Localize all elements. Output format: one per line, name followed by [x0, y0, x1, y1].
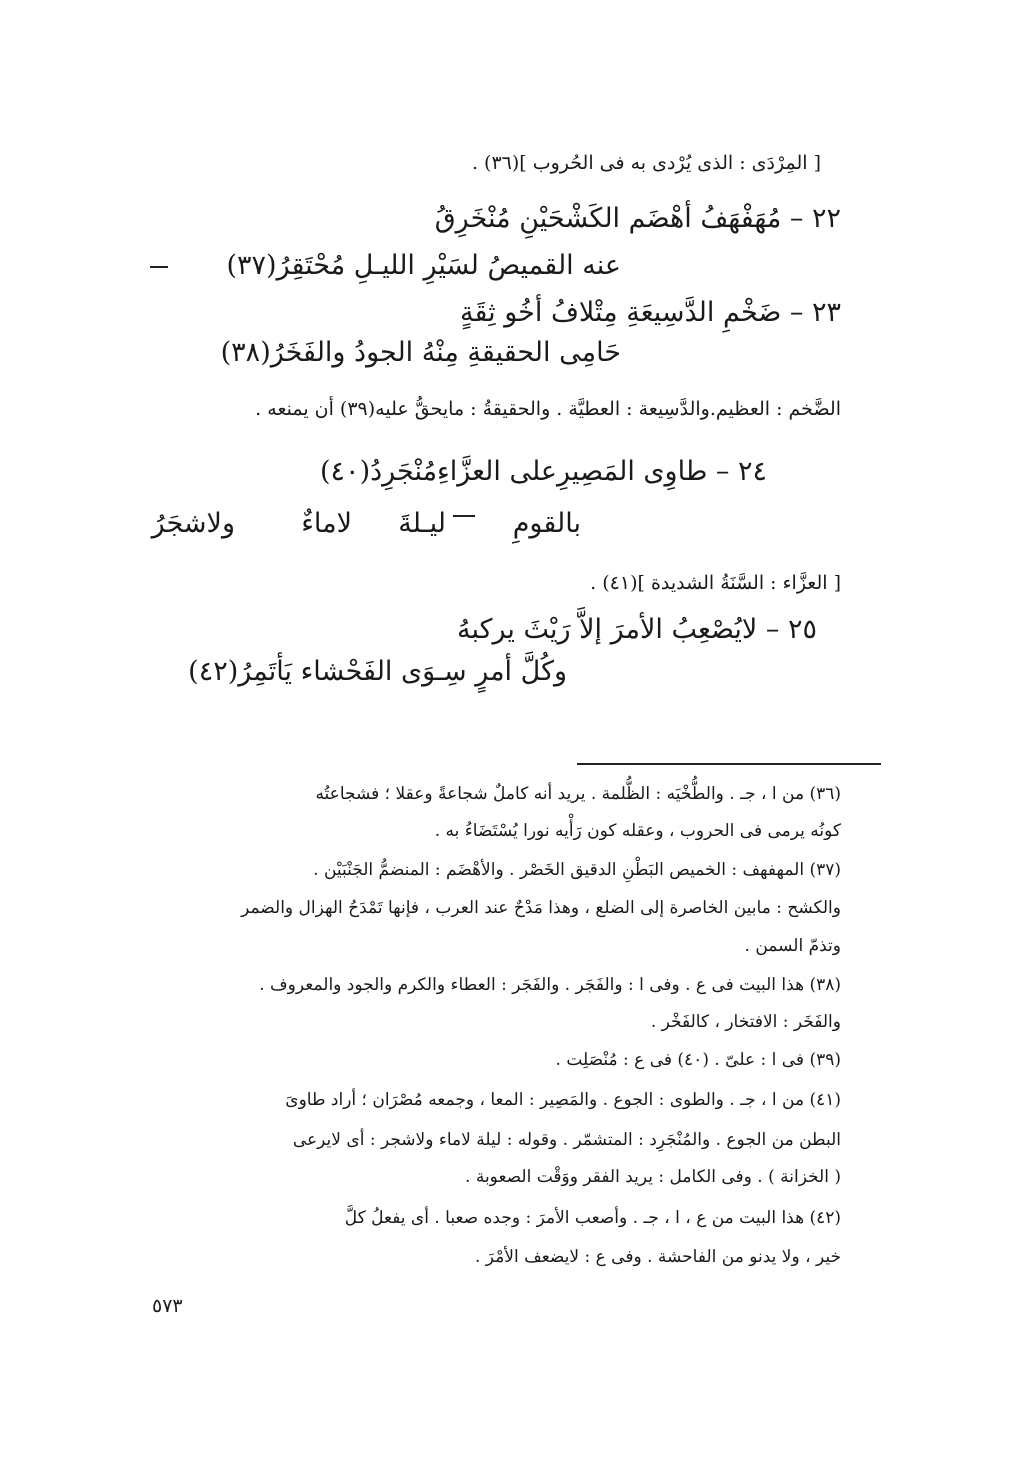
verse-24-elongation-dash — [453, 515, 475, 517]
verse-23-first-hemistich: ٢٣ – ضَخْمِ الدَّسِيعَةِ مِتْلافُ أخُو ثِقَةٍ — [459, 297, 841, 328]
gloss-39: الضَّخم : العظيم.والدَّسِيعة : العطيَّة . والحقيقةُ : مايحقُّ عليه(٣٩) أن يمنعه . — [255, 398, 841, 420]
footnote-separator — [577, 763, 881, 765]
footnote-37-line-3: وتذمّ السمن . — [744, 936, 841, 956]
footnote-37-line-2: والكشح : مابين الخاصرة إلى الضلع ، وهذا مَدْحٌ عند العرب ، فإنها تَمْدَحُ الهزال والضمر — [241, 898, 841, 918]
footnote-38-line-1: (٣٨) هذا البيت فى ع . وفى ا : والفَجَر . والفَجَر : العطاء والكرم والجود والمعروف . — [259, 975, 841, 995]
footnote-41-line-3: ( الخزانة ) . وفى الكامل : يريد الفقر ووَقْت الصعوبة . — [465, 1167, 841, 1187]
verse-23-second-hemistich: حَامِى الحقيقةِ مِنْهُ الجودُ والفَخَرُ(٣٨) — [220, 337, 621, 368]
footnote-42-line-2: خير ، ولا يدنو من الفاحشة . وفى ع : لايضعف الأمْرَ . — [475, 1247, 841, 1267]
gloss-36: [ المِرْدَى : الذى يُرْدى به فى الحُروب ](٣٦) . — [471, 152, 821, 174]
verse-24-word-4: ولاشجَرُ — [151, 508, 235, 539]
verse-25-second-hemistich: وكُلَّ أمرٍ سِـوَى الفَحْشاء يَأتَمِرُ(٤٢) — [188, 656, 567, 687]
footnote-42-line-1: (٤٢) هذا البيت من ع ، ا ، جـ . وأصعب الأمرَ : وجده صعبا . أى يفعلُ كلَّ — [344, 1208, 841, 1228]
footnote-41-line-2: البطن من الجوع . والمُنْجَرِد : المتشمّر . وقوله : ليلة لاماء ولاشجر : أى لايرعى — [292, 1130, 841, 1150]
verse-24-first-hemistich: ٢٤ – طاوِى المَصِيرِعلى العزَّاءِمُنْجَرِدُ(٤٠) — [320, 456, 767, 487]
verse-22-second-hemistich: عنه القميصُ لسَيْرِ الليـلِ مُحْتَقِرُ(٣٧) — [226, 250, 621, 281]
verse-22-first-hemistich: ٢٢ – مُهَفْهَفُ أهْضَم الكَشْحَيْنِ مُنْخَرِقُ — [434, 203, 841, 234]
verse-25-first-hemistich: ٢٥ – لايُصْعِبُ الأمرَ إلاَّ رَيْثَ يركبهُ — [457, 614, 817, 645]
margin-dash — [150, 266, 168, 268]
footnote-41-line-1: (٤١) من ا ، جـ . والطوى : الجوع . والمَصِير : المعا ، وجمعه مُصْرَان ؛ أراد طاوىَ — [285, 1090, 841, 1110]
footnote-37-line-1: (٣٧) المهفهف : الخميص البَطْنِ الدقيق الخَصْر . والأهْضَم : المنضمُّ الجَنْبَيْن . — [313, 860, 841, 880]
footnote-38-line-2: والفَخَر : الافتخار ، كالفَخْر . — [650, 1012, 841, 1032]
verse-24-word-1: بالقومِ — [512, 508, 581, 539]
gloss-41: [ العزَّاء : السَّنَةُ الشديدة ](٤١) . — [590, 572, 841, 594]
verse-24-word-3: لاماءٌ — [301, 508, 352, 539]
footnote-36-line-1: (٣٦) من ا ، جـ . والطُّخْيَه : الظُّلمة . يريد أنه كاملٌ شجاعةً وعقلا ؛ فشجاعتُه — [315, 784, 841, 804]
footnote-39-40: (٣٩) فى ا : علىّ . (٤٠) فى ع : مُنْصَلِت . — [555, 1050, 841, 1070]
page-number: ٥٧٣ — [152, 1295, 183, 1317]
footnote-36-line-2: كونُه يرمى فى الحروب ، وعقله كون رَأْيه نورا يُسْتَضَاءُ به . — [434, 821, 841, 841]
verse-24-word-2: ليـلةَ — [398, 508, 446, 539]
